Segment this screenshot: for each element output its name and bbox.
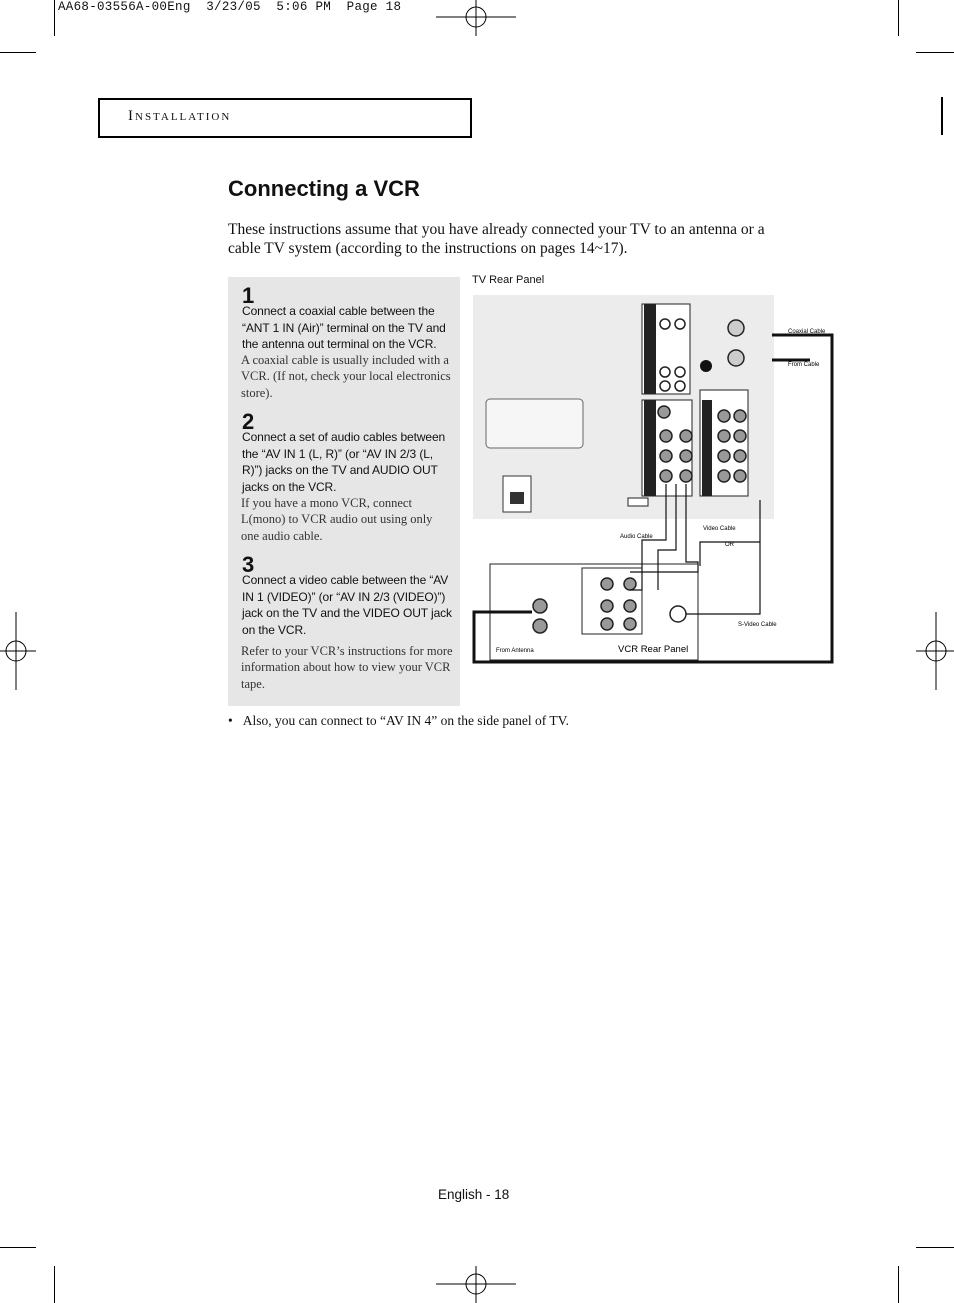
step-3-text: Connect a video cable between the “AV IN 1 (VIDEO)” (or “AV IN 2/3 (VIDEO)”) jack on the TV and the VIDEO OUT jack on the VCR. — [242, 573, 452, 637]
tv-panel-inset — [486, 399, 583, 448]
page-footer: English - 18 — [438, 1187, 510, 1202]
step-1-note: A coaxial cable is usually included with a VCR. (If not, check your local electronics store). — [241, 353, 451, 400]
tv-rear-panel-label: TV Rear Panel — [472, 274, 545, 286]
from-antenna-label: From Antenna — [496, 648, 534, 654]
bullet-text: Also, you can connect to “AV IN 4” on the side panel of TV. — [242, 713, 570, 728]
bullet-dot: • — [228, 713, 233, 728]
coaxial-cable-label: Coaxial Cable — [788, 329, 826, 335]
video-cable-label: Video Cable — [703, 526, 736, 532]
connection-diagram — [470, 290, 850, 680]
step-2-note: If you have a mono VCR, connect L(mono) to VCR audio out using only one audio cable. — [241, 496, 433, 543]
from-cable-label: From Cable — [788, 362, 820, 368]
vcr-svideo-jack — [670, 606, 686, 622]
step-2-text: Connect a set of audio cables between the “AV IN 1 (L, R)” (or “AV IN 2/3 (L, R)”) jacks on the TV and AUDIO OUT jacks on the VCR. — [242, 430, 446, 494]
step-3-note: Refer to your VCR’s instructions for more information about how to view your VCR tape. — [241, 644, 453, 691]
svideo-cable-label: S-Video Cable — [738, 622, 777, 628]
or-label: OR — [725, 542, 734, 548]
section-title: Installation — [128, 108, 232, 124]
step-1-number: 1 — [242, 283, 255, 308]
audio-cable-label: Audio Cable — [620, 534, 653, 540]
step-2-number: 2 — [242, 409, 255, 434]
step-3-number: 3 — [242, 552, 255, 577]
steps-panel — [228, 277, 460, 706]
page-title: Connecting a VCR — [228, 176, 420, 201]
vcr-rear-panel-label: VCR Rear Panel — [618, 644, 689, 655]
bullet-note — [228, 713, 569, 729]
print-header: AA68-03556A-00Eng 3/23/05 5:06 PM Page 18 — [58, 0, 402, 14]
speaker-jack — [700, 360, 712, 372]
intro-paragraph: These instructions assume that you have already connected your TV to an antenna or a cable TV system (according to the instructions on pages 14~17). — [228, 221, 765, 257]
step-1-text: Connect a coaxial cable between the “ANT 1 IN (Air)” terminal on the TV and the antenna out terminal on the VCR. — [242, 304, 446, 351]
hdmi-jack — [628, 498, 648, 506]
